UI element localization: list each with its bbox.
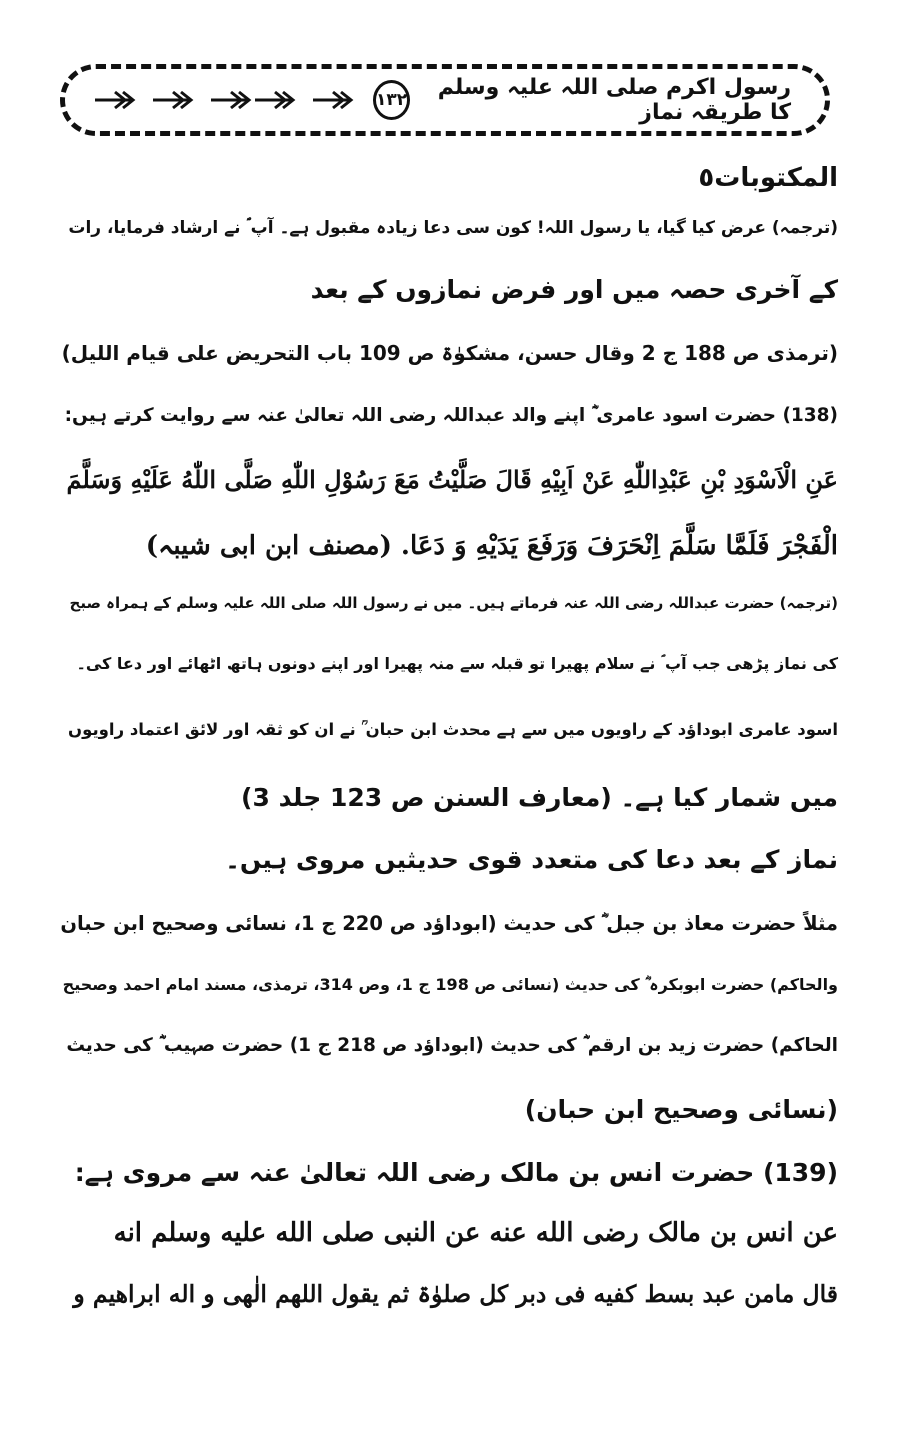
arabic-text-line: قال مامن عبد بسط کفیه فی دبر کل صلوٰۃ ثم یقول اللهم الٰهی و اله ابراهیم و xyxy=(73,1280,838,1308)
page-number: ۱۳۲ xyxy=(373,80,410,120)
arabic-text-line: عن انس بن مالک رضی الله عنه عن النبی صلی الله علیه وسلم انه xyxy=(113,1218,838,1248)
text-line: (ترجمہ) عرض کیا گیا، یا رسول اللہ! کون سی دعا زیادہ مقبول ہے۔ آپ ؐ نے ارشاد فرمایا، رات xyxy=(68,218,838,238)
double-arrow-icon xyxy=(93,89,137,111)
reference-line: (نسائی وصحیح ابن حبان) xyxy=(524,1095,838,1124)
arabic-text-line: عَنِ الْاَسْوَدِ بْنِ عَبْدِاللّٰهِ عَنْ اَبِيْهِ قَالَ صَلَّيْتُ مَعَ رَسُوْلِ اللّٰهِ صَلَّى اللّٰهُ عَلَيْهِ وَسَلَّمَ xyxy=(66,465,838,494)
text-line: والحاکم) حضرت ابوبکرہ ؓ کی حدیث (نسائی ص 198 ج 1، وص 314، ترمذی، مسند امام احمد وصحیح xyxy=(62,975,838,994)
header-title-group xyxy=(253,75,791,125)
hadith-intro: (138) حضرت اسود عامری ؓ اپنے والد عبداللہ رضی اللہ تعالیٰ عنہ سے روایت کرتے ہیں: xyxy=(64,405,838,426)
arrow-ornament-icon xyxy=(151,89,195,111)
double-arrow-icon xyxy=(311,89,355,111)
text-line: کی نماز پڑھی جب آپ ؐ نے سلام پھیرا تو قبلہ سے منہ پھیرا اور اپنے دونوں ہاتھ اٹھائے اور دعا کی۔ xyxy=(76,654,838,673)
text-line: کے آخری حصہ میں اور فرض نمازوں کے بعد xyxy=(310,275,838,304)
arabic-text-line: الْفَجْرَ فَلَمَّا سَلَّمَ اِنْحَرَفَ وَرَفَعَ يَدَيْهِ وَ دَعَا. (مصنف ابن ابی شیبہ) xyxy=(145,531,838,561)
text-line: نماز کے بعد دعا کی متعدد قوی حدیثیں مروی ہیں۔ xyxy=(225,845,838,874)
reference-line: میں شمار کیا ہے۔ (معارف السنن ص 123 جلد 3) xyxy=(241,783,838,812)
reference-line: (ترمذی ص 188 ج 2 وقال حسن، مشکوٰۃ ص 109 باب التحریض علی قیام اللیل) xyxy=(61,341,838,365)
section-heading: المکتوبات٥ xyxy=(698,163,838,193)
running-title: رسول اکرم صلی اللہ علیہ وسلم کا طریقہ نماز xyxy=(437,75,791,125)
hadith-intro: (139) حضرت انس بن مالک رضی اللہ تعالیٰ عنہ سے مروی ہے: xyxy=(74,1158,838,1187)
header-ornament-right xyxy=(253,89,355,111)
double-arrow-icon xyxy=(209,89,253,111)
arrow-ornament-icon xyxy=(93,89,137,111)
double-arrow-icon xyxy=(253,89,297,111)
page-header xyxy=(60,64,830,136)
text-line: اسود عامری ابوداؤد کے راویوں میں سے ہے محدث ابن حبان ؒ نے ان کو ثقہ اور لائق اعتماد راویوں xyxy=(68,720,838,739)
text-line: (ترجمہ) حضرت عبداللہ رضی اللہ عنہ فرماتے ہیں۔ میں نے رسول اللہ صلی اللہ علیہ وسلم کے ہمراہ صبح xyxy=(69,594,838,612)
text-line: مثلاً حضرت معاذ بن جبل ؓ کی حدیث (ابوداؤد ص 220 ج 1، نسائی وصحیح ابن حبان xyxy=(60,912,838,935)
double-arrow-icon xyxy=(151,89,195,111)
header-ornament xyxy=(93,89,253,111)
text-line: الحاکم) حضرت زید بن ارقم ؓ کی حدیث (ابوداؤد ص 218 ج 1) حضرت صہیب ؓ کی حدیث xyxy=(66,1035,838,1056)
arrow-ornament-icon xyxy=(209,89,253,111)
